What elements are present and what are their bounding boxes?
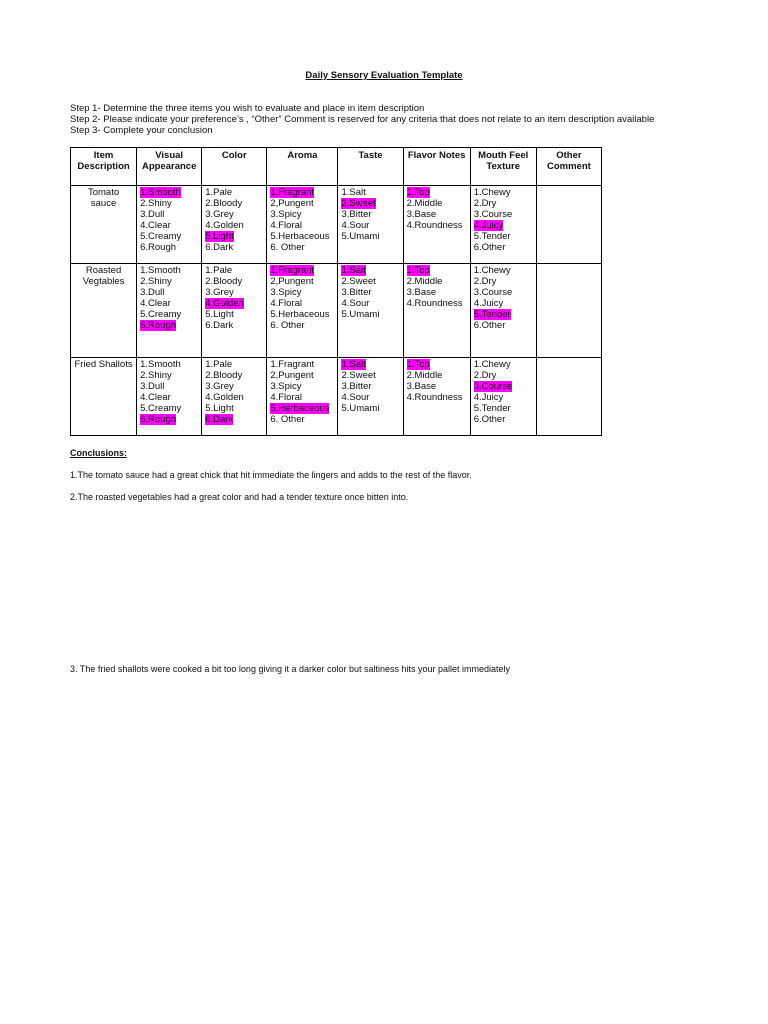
mouth-feel-texture-cell	[470, 264, 536, 358]
selected-option: 1.Top	[406, 359, 430, 370]
option-label: 4.Clear	[140, 392, 171, 403]
option-line	[140, 242, 198, 253]
option-line	[270, 209, 334, 220]
option-label: 6. Other	[270, 320, 305, 331]
option-label: 1.Fragrant	[270, 359, 315, 370]
aroma-cell	[267, 186, 338, 264]
option-line	[474, 309, 533, 320]
mouth-feel-texture-cell	[470, 358, 536, 436]
option-label: 3.Bitter	[341, 381, 372, 392]
option-line	[270, 298, 334, 309]
option-label: 2.Shiny	[140, 370, 172, 381]
step-1: Step 1- Determine the three items you wish to evaluate and place in item description	[70, 103, 425, 114]
option-label: 1.Smooth	[140, 359, 181, 370]
option-line	[140, 370, 198, 381]
option-label: 6.Other	[473, 414, 506, 425]
other-comment-cell	[536, 264, 601, 358]
option-label: 3.Base	[406, 287, 437, 298]
option-label: 4.Clear	[140, 220, 171, 231]
option-line	[407, 392, 467, 403]
option-label: 2.Shiny	[140, 198, 172, 209]
visual-appearance-cell	[137, 358, 202, 436]
option-line	[205, 198, 263, 209]
option-label: 2.Dry	[473, 276, 497, 287]
option-line	[270, 414, 334, 425]
option-line	[140, 320, 198, 331]
option-label: 4.Roundness	[406, 298, 463, 309]
header-flavor-notes: Flavor Notes	[403, 148, 470, 186]
option-line	[474, 198, 533, 209]
option-line	[205, 287, 263, 298]
option-line	[407, 209, 467, 220]
option-label: 4.Sour	[341, 298, 370, 309]
option-label: 3.Base	[406, 209, 437, 220]
option-label: 5.Umami	[341, 403, 380, 414]
option-line	[140, 276, 198, 287]
option-line	[140, 381, 198, 392]
option-label: 2.Middle	[406, 276, 443, 287]
option-line	[341, 209, 399, 220]
option-label: 2.Bloody	[205, 198, 243, 209]
option-line	[407, 287, 467, 298]
option-line	[407, 198, 467, 209]
option-label: 5.Umami	[341, 309, 380, 320]
option-line	[205, 370, 263, 381]
selected-option: 3.Course	[473, 381, 513, 392]
option-label: 5.Creamy	[140, 403, 182, 414]
option-line	[205, 231, 263, 242]
option-line	[341, 403, 399, 414]
option-label: 3.Grey	[205, 381, 234, 392]
option-line	[474, 298, 533, 309]
option-label: 4.Juicy	[473, 392, 504, 403]
option-line	[270, 198, 334, 209]
option-label: 3.Course	[473, 209, 513, 220]
option-label: 3.Dull	[140, 381, 165, 392]
option-line	[270, 242, 334, 253]
option-label: 5.Tender	[473, 403, 511, 414]
option-line	[205, 298, 263, 309]
option-line	[205, 359, 263, 370]
instructions	[70, 103, 654, 136]
option-label: 2.Middle	[406, 198, 443, 209]
conclusion-1: 1.The tomato sauce had a great chick that hit immediate the lingers and adds to the rest of the flavor.	[70, 470, 472, 480]
header-aroma: Aroma	[267, 148, 338, 186]
option-label: 4.Sour	[341, 392, 370, 403]
option-line	[474, 187, 533, 198]
color-cell	[202, 358, 267, 436]
option-line	[140, 198, 198, 209]
option-label: 5.Light	[205, 403, 234, 414]
option-line	[407, 359, 467, 370]
option-label: 2.Bloody	[205, 276, 243, 287]
option-label: 4.Roundness	[406, 392, 463, 403]
option-label: 2.Middle	[406, 370, 443, 381]
option-label: 2,Pungent	[270, 370, 314, 381]
option-line	[205, 309, 263, 320]
option-label: 1.Smooth	[140, 265, 181, 276]
header-mouth-feel-texture: Mouth Feel Texture	[470, 148, 536, 186]
option-label: 3.Grey	[205, 287, 234, 298]
selected-option: 5.Light	[205, 231, 234, 242]
option-label: 3.Grey	[205, 209, 234, 220]
option-line	[341, 187, 399, 198]
selected-option: 5.Tender	[473, 309, 511, 320]
option-label: 4.Floral	[270, 392, 303, 403]
option-line	[341, 276, 399, 287]
header-item-description: Item Description	[71, 148, 137, 186]
document-title: Daily Sensory Evaluation Template	[305, 70, 463, 81]
table-row	[71, 186, 602, 264]
step-2: Step 2- Please indicate your preference’s , “Other” Comment is reserved for any criteria that does not relate to an item description available	[70, 114, 655, 125]
color-cell	[202, 264, 267, 358]
option-label: 4.Clear	[140, 298, 171, 309]
option-line	[474, 403, 533, 414]
option-label: 3.Bitter	[341, 287, 372, 298]
selected-option: 2.Sweet	[341, 198, 376, 209]
visual-appearance-cell	[137, 186, 202, 264]
other-comment-cell	[536, 358, 601, 436]
option-label: 6.Dark	[205, 320, 234, 331]
option-label: 6.Dark	[205, 242, 234, 253]
option-label: 3.Dull	[140, 287, 165, 298]
option-line	[140, 392, 198, 403]
option-line	[341, 370, 399, 381]
option-line	[474, 370, 533, 381]
option-label: 2.Dry	[473, 370, 497, 381]
option-line	[474, 220, 533, 231]
item-description-cell: Roasted Vegtables	[71, 264, 137, 358]
selected-option: 6.Rough	[140, 320, 177, 331]
selected-option: 1.Top	[406, 187, 430, 198]
taste-cell	[338, 264, 403, 358]
selected-option: 6.Rough	[140, 414, 177, 425]
option-line	[140, 309, 198, 320]
table-row	[71, 358, 602, 436]
option-label: 3.Course	[473, 287, 513, 298]
option-line	[140, 220, 198, 231]
option-line	[205, 403, 263, 414]
option-label: 6.Rough	[140, 242, 177, 253]
option-label: 5.Light	[205, 309, 234, 320]
visual-appearance-cell	[137, 264, 202, 358]
option-line	[474, 265, 533, 276]
option-line	[270, 320, 334, 331]
option-line	[341, 198, 399, 209]
selected-option: 1.Fragrant	[270, 265, 315, 276]
option-line	[205, 242, 263, 253]
option-label: 3.Dull	[140, 209, 165, 220]
option-line	[474, 209, 533, 220]
option-line	[270, 381, 334, 392]
mouth-feel-texture-cell	[470, 186, 536, 264]
option-line	[474, 381, 533, 392]
option-label: 4.Floral	[270, 220, 303, 231]
selected-option: 4.Juicy	[473, 220, 504, 231]
option-line	[270, 392, 334, 403]
option-label: 5.Creamy	[140, 231, 182, 242]
taste-cell	[338, 358, 403, 436]
option-line	[341, 298, 399, 309]
header-taste: Taste	[338, 148, 403, 186]
option-line	[205, 392, 263, 403]
selected-option: 1.Fragrant	[270, 187, 315, 198]
option-line	[205, 220, 263, 231]
option-label: 2,Pungent	[270, 276, 314, 287]
option-line	[270, 220, 334, 231]
option-line	[474, 276, 533, 287]
option-label: 6. Other	[270, 414, 305, 425]
option-label: 3.Base	[406, 381, 437, 392]
option-label: 4.Roundness	[406, 220, 463, 231]
option-label: 1.Chewy	[473, 187, 511, 198]
selected-option: 1.Salt	[341, 265, 366, 276]
option-line	[474, 242, 533, 253]
option-line	[270, 276, 334, 287]
option-label: 4.Golden	[205, 220, 244, 231]
option-line	[474, 414, 533, 425]
option-label: 5.Umami	[341, 231, 380, 242]
option-line	[140, 187, 198, 198]
option-line	[341, 287, 399, 298]
option-line	[341, 220, 399, 231]
option-line	[270, 287, 334, 298]
option-label: 4.Sour	[341, 220, 370, 231]
color-cell	[202, 186, 267, 264]
option-label: 3.Spicy	[270, 209, 302, 220]
aroma-cell	[267, 264, 338, 358]
evaluation-table	[70, 147, 602, 436]
option-label: 6.Other	[473, 320, 506, 331]
selected-option: 6.Dark	[205, 414, 234, 425]
option-line	[474, 287, 533, 298]
option-label: 2.Sweet	[341, 370, 376, 381]
option-line	[270, 403, 334, 414]
option-line	[341, 231, 399, 242]
selected-option: 1.Salt	[341, 359, 366, 370]
option-line	[407, 276, 467, 287]
option-line	[140, 359, 198, 370]
option-label: 2.Bloody	[205, 370, 243, 381]
option-line	[270, 187, 334, 198]
option-label: 6. Other	[270, 242, 305, 253]
table-header-row	[71, 148, 602, 186]
option-line	[205, 414, 263, 425]
other-comment-cell	[536, 186, 601, 264]
option-label: 3.Spicy	[270, 381, 302, 392]
option-label: 5.Tender	[473, 231, 511, 242]
option-label: 1.Pale	[205, 187, 233, 198]
option-line	[205, 187, 263, 198]
option-label: 5.Herbaceous	[270, 309, 330, 320]
option-line	[407, 187, 467, 198]
option-line	[205, 381, 263, 392]
table-row	[71, 264, 602, 358]
aroma-cell	[267, 358, 338, 436]
flavor-notes-cell	[403, 264, 470, 358]
option-line	[270, 370, 334, 381]
option-line	[140, 231, 198, 242]
option-label: 1.Chewy	[473, 359, 511, 370]
item-description-cell: Fried Shallots	[71, 358, 137, 436]
conclusion-3: 3. The fried shallots were cooked a bit too long giving it a darker color but saltiness hits your pallet immediately	[70, 664, 511, 674]
option-label: 5.Creamy	[140, 309, 182, 320]
header-visual-appearance: Visual Appearance	[137, 148, 202, 186]
option-line	[474, 392, 533, 403]
option-label: 1.Chewy	[473, 265, 511, 276]
flavor-notes-cell	[403, 186, 470, 264]
flavor-notes-cell	[403, 358, 470, 436]
option-line	[270, 359, 334, 370]
option-line	[140, 287, 198, 298]
selected-option: 5.Herbaceous	[270, 403, 330, 414]
option-label: 2.Shiny	[140, 276, 172, 287]
option-line	[474, 320, 533, 331]
selected-option: 1.Smooth	[140, 187, 181, 198]
header-other-comment: Other Comment	[536, 148, 601, 186]
option-line	[341, 265, 399, 276]
option-line	[205, 276, 263, 287]
option-label: 2.Dry	[473, 198, 497, 209]
option-line	[341, 359, 399, 370]
option-line	[407, 381, 467, 392]
option-line	[474, 231, 533, 242]
option-label: 4.Juicy	[473, 298, 504, 309]
option-line	[407, 220, 467, 231]
option-label: 3.Spicy	[270, 287, 302, 298]
option-line	[140, 209, 198, 220]
option-label: 4.Golden	[205, 392, 244, 403]
selected-option: 1.Top	[406, 265, 430, 276]
option-line	[270, 265, 334, 276]
option-label: 4.Floral	[270, 298, 303, 309]
step-3: Step 3- Complete your conclusion	[70, 125, 213, 136]
conclusions-heading: Conclusions:	[70, 448, 128, 458]
option-line	[205, 265, 263, 276]
selected-option: 4.Golden	[205, 298, 244, 309]
option-line	[341, 392, 399, 403]
option-line	[341, 381, 399, 392]
option-label: 2.Sweet	[341, 276, 376, 287]
option-line	[140, 403, 198, 414]
option-label: 1.Pale	[205, 265, 233, 276]
option-line	[140, 298, 198, 309]
option-line	[205, 209, 263, 220]
option-line	[270, 309, 334, 320]
option-line	[140, 414, 198, 425]
option-line	[341, 309, 399, 320]
option-label: 5.Herbaceous	[270, 231, 330, 242]
option-label: 2,Pungent	[270, 198, 314, 209]
option-label: 3.Bitter	[341, 209, 372, 220]
option-line	[407, 265, 467, 276]
option-label: 1.Salt	[341, 187, 366, 198]
option-line	[407, 370, 467, 381]
item-description-cell: Tomato sauce	[71, 186, 137, 264]
option-line	[140, 265, 198, 276]
header-color: Color	[202, 148, 267, 186]
option-line	[474, 359, 533, 370]
option-line	[407, 298, 467, 309]
option-label: 1.Pale	[205, 359, 233, 370]
option-label: 6.Other	[473, 242, 506, 253]
option-line	[205, 320, 263, 331]
option-line	[270, 231, 334, 242]
taste-cell	[338, 186, 403, 264]
conclusion-2: 2.The roasted vegetables had a great color and had a tender texture once bitten into.	[70, 492, 409, 502]
